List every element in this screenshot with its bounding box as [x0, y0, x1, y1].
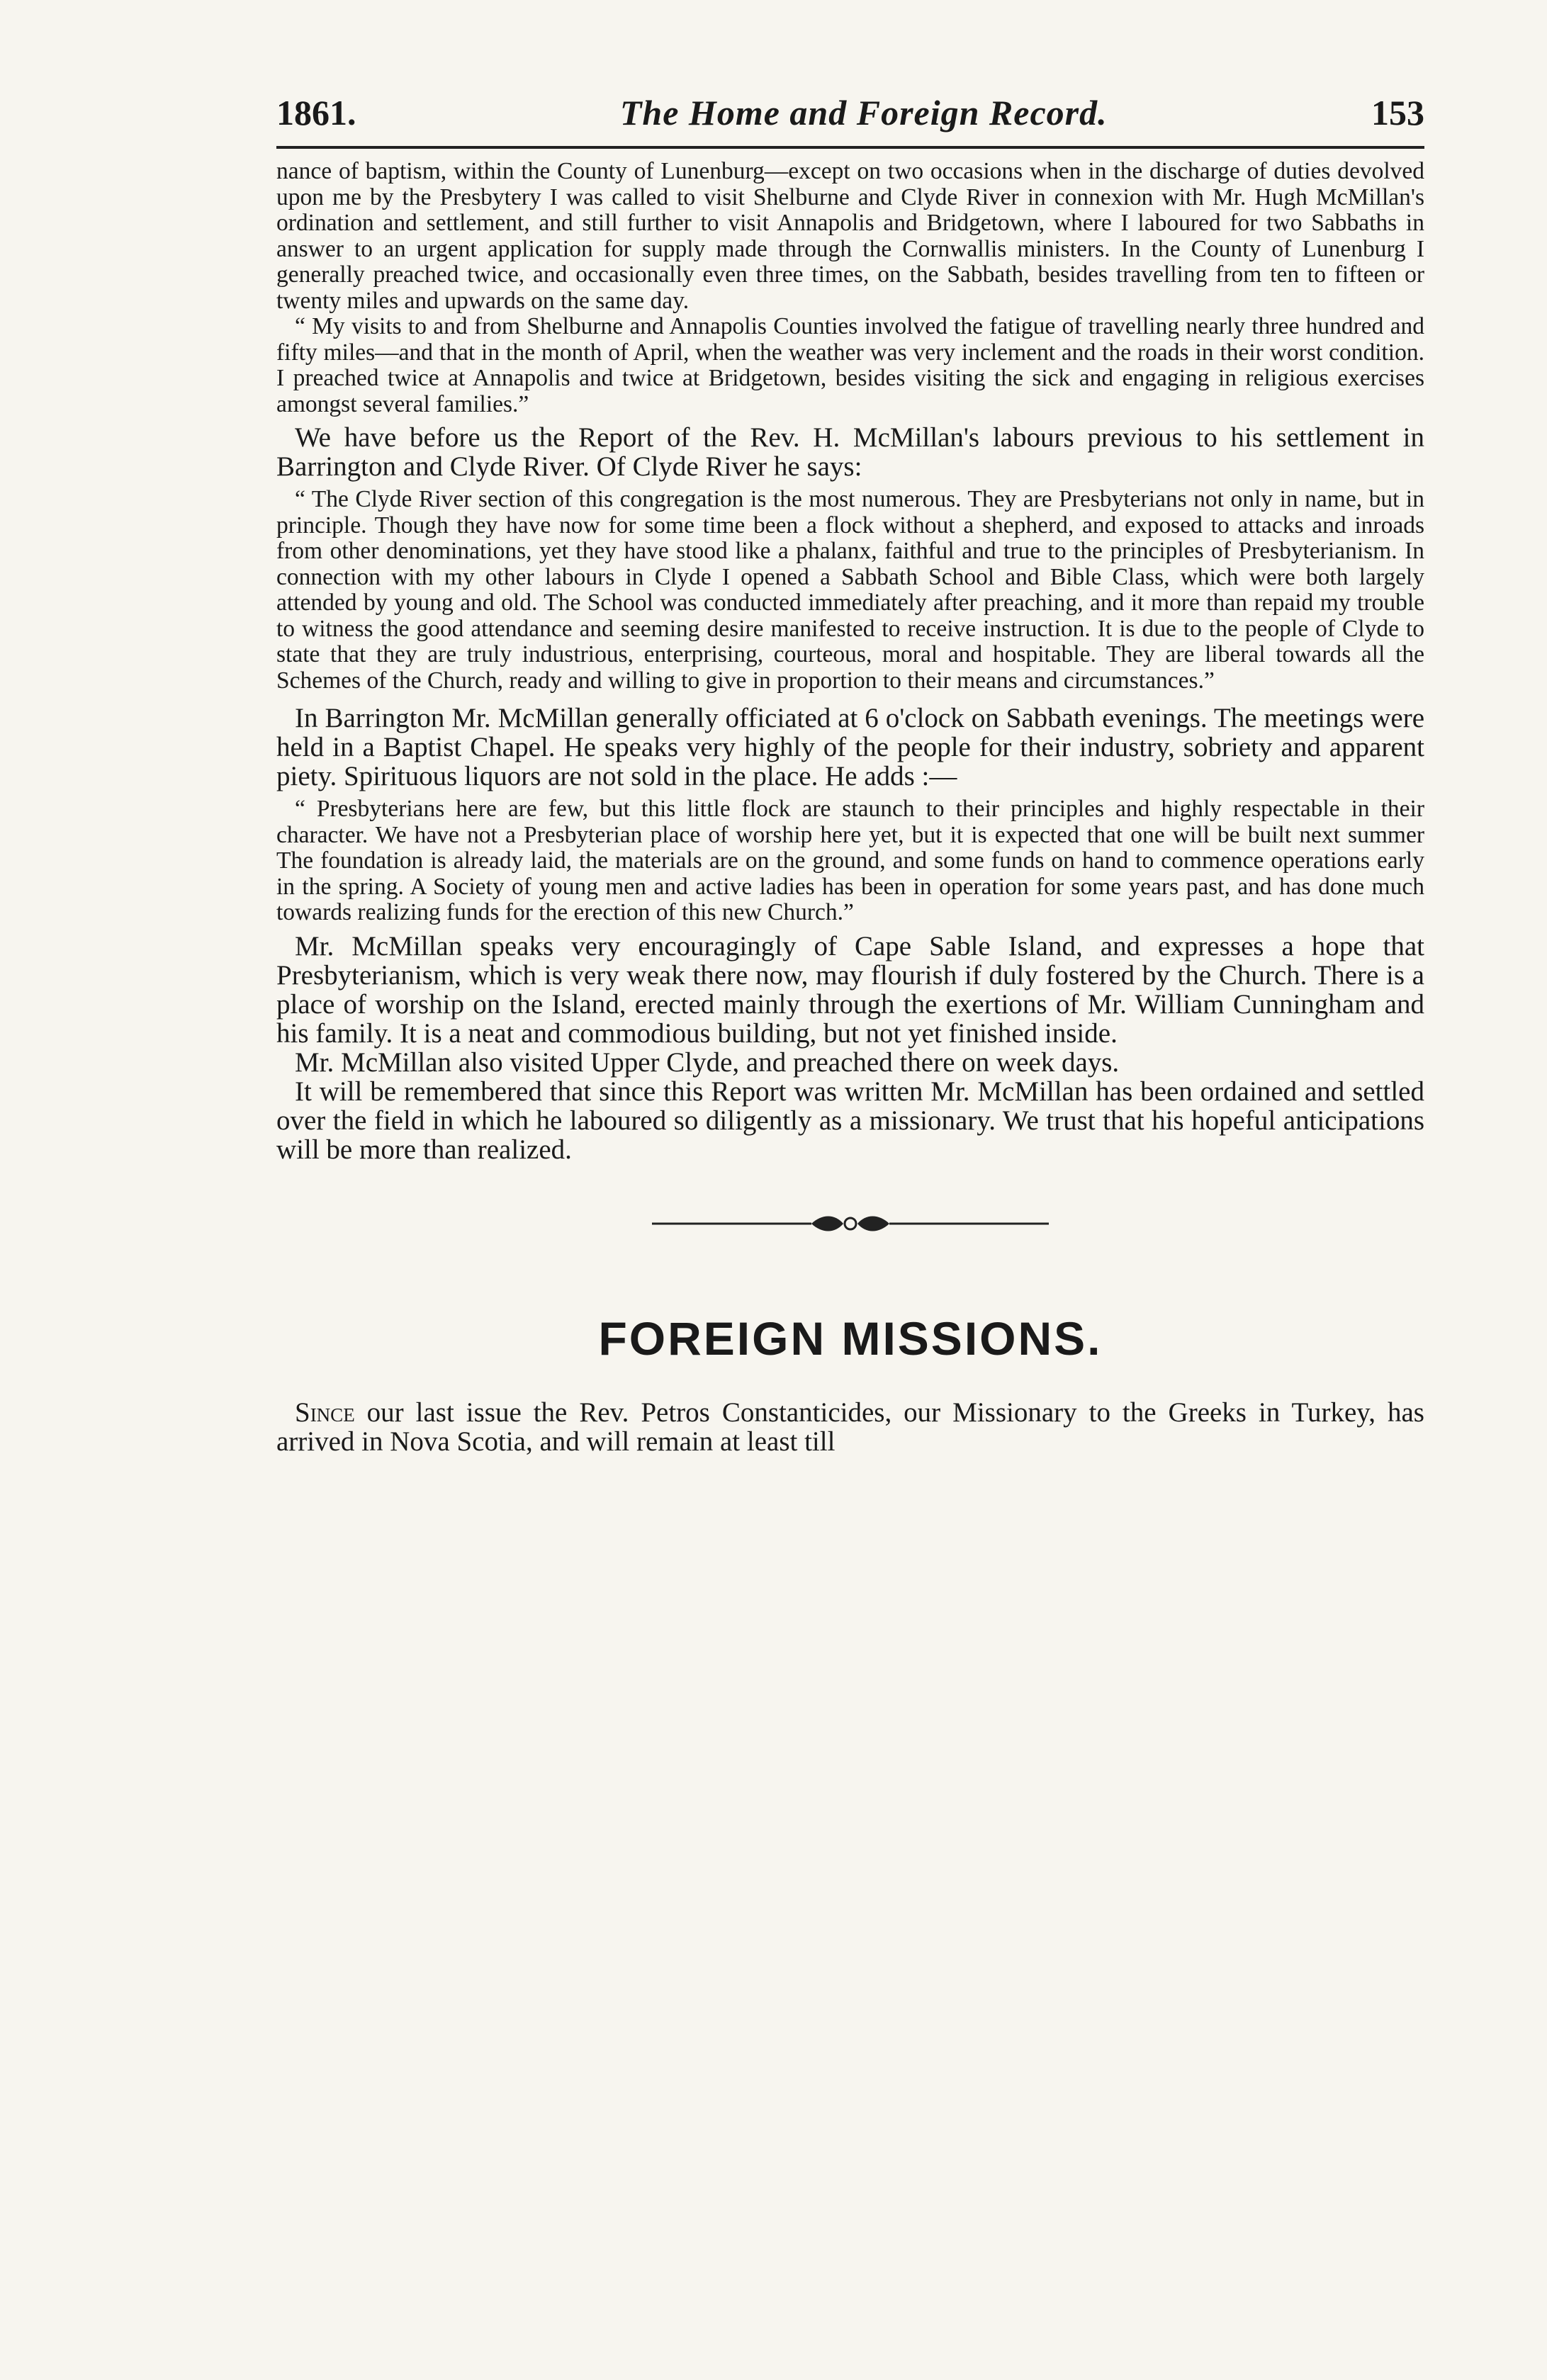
page: [276, 92, 1424, 1456]
section-title: FOREIGN MISSIONS.: [598, 1312, 1103, 1365]
paragraph-visits: “ My visits to and from Shelburne and Annapolis Counties involved the fatigue of travelling nearly three hundred and fifty miles—and that in the month of April, when the weather was very inclement and the roads in their worst condition. I preached twice at Annapolis and twice at Bridgetown, besides visiting the sick and engaging in religious exercises amongst several families.”: [276, 313, 1424, 417]
paragraph-clyde-river-quote: “ The Clyde River section of this congregation is the most numerous. They are Presbyterians not only in name, but in principle. Though they have now for some time been a flock without a shepherd, and exposed to attacks and inroads from other denominations, yet they have stood like a phalanx, faithful and true to the principles of Presbyterianism. In connection with my other labours in Clyde I opened a Sabbath School and Bible Class, which were both largely attended by young and old. The School was conducted immediately after preaching, and it more than repaid my trouble to witness the good attendance and seeming desire manifested to receive instruction. It is due to the people of Clyde to state that they are truly industrious, enterprising, courteous, moral and hospitable. They are liberal towards all the Schemes of the Church, ready and willing to give in proportion to their means and circumstances.”: [276, 486, 1424, 694]
paragraph-ordination: It will be remembered that since this Report was written Mr. McMillan has been ordained and settled over the field in which he laboured so diligently as a missionary. We trust that his hopeful anticipations will be more than realized.: [276, 1076, 1424, 1165]
header-year: 1861.: [276, 93, 356, 132]
paragraph-cape-sable: Mr. McMillan speaks very encouragingly of Cape Sable Island, and expresses a hope that Presbyterianism, which is very weak there now, may flourish if duly fostered by the Church. There is a place of worship on the Island, erected mainly through the exertions of Mr. William Cunningham and his family. It is a neat and commodious building, but not yet finished inside.: [276, 930, 1424, 1049]
paragraph-lunenburg: nance of baptism, within the County of Lunenburg—except on two occasions when in the discharge of duties devolved upon me by the Presbytery I was called to visit Shelburne and Clyde River in connexion with Mr. Hugh McMillan's ordination and settlement, and still further to visit Annapolis and Bridgetown, where I laboured for two Sabbaths in answer to an urgent application for supply made through the Cornwallis ministers. In the County of Lunenburg I generally preached twice, and occasionally even three times, on the Sabbath, besides travelling from ten to fifteen or twenty miles and upwards on the same day.: [276, 158, 1424, 314]
paragraph-barrington: In Barrington Mr. McMillan generally officiated at 6 o'clock on Sabbath evenings. The meetings were held in a Baptist Chapel. He speaks very highly of the people for their industry, sobriety and apparent piety. Spirituous liquors are not sold in the place. He adds :—: [276, 703, 1424, 791]
paragraph-foreign-missions-text: our last issue the Rev. Petros Constanticides, our Missionary to the Greeks in Turkey, has arrived in Nova Scotia, and will remain at least till: [276, 1397, 1424, 1457]
header-page-number: 153: [1371, 93, 1424, 132]
section-divider-ornament: [276, 1209, 1424, 1238]
ornament-rule-icon: [652, 1209, 1049, 1238]
running-header: [276, 92, 1424, 149]
lead-word: Since: [295, 1397, 355, 1428]
header-title: The Home and Foreign Record.: [619, 93, 1108, 132]
paragraph-barrington-quote: “ Presbyterians here are few, but this little flock are staunch to their principles and highly respectable in their character. We have not a Presbyterian place of worship here yet, but it is expected that one will be built next summer The foundation is already laid, the materials are on the ground, and some funds on hand to commence operations early in the spring. A Society of young men and active ladies has been in operation for some years past, and has done much towards realizing funds for the erection of this new Church.”: [276, 796, 1424, 925]
paragraph-report-intro: We have before us the Report of the Rev. H. McMillan's labours previous to his settlement in Barrington and Clyde River. Of Clyde River he says:: [276, 422, 1424, 482]
paragraph-foreign-missions: [276, 1398, 1424, 1456]
paragraph-upper-clyde: Mr. McMillan also visited Upper Clyde, and preached there on week days.: [295, 1047, 1120, 1078]
